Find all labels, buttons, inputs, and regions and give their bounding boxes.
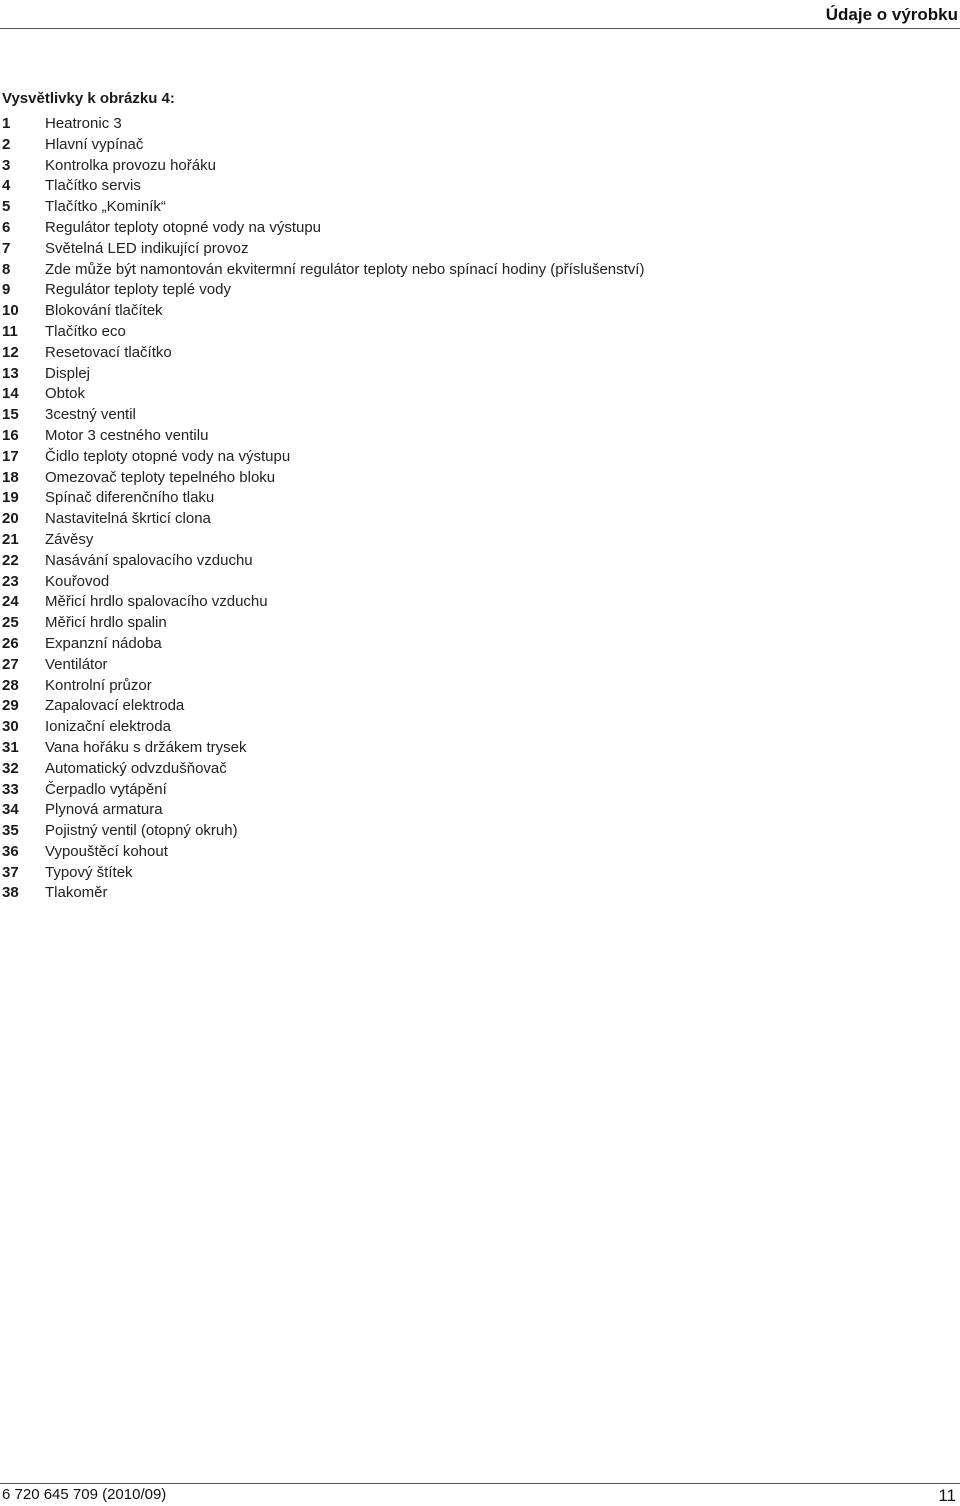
legend-item-number: 11 <box>2 322 18 340</box>
legend-item-text: Typový štítek <box>45 863 133 881</box>
legend-section <box>2 89 902 904</box>
legend-item-text: Heatronic 3 <box>45 115 122 132</box>
legend-item <box>2 114 902 135</box>
legend-item-number: 8 <box>2 260 11 278</box>
legend-item-text: Expanzní nádoba <box>45 634 162 652</box>
legend-item-text: Tlačítko servis <box>45 177 141 195</box>
legend-item <box>2 572 902 593</box>
legend-item <box>2 592 902 613</box>
legend-item <box>2 176 902 197</box>
legend-item-text: Motor 3 cestného ventilu <box>45 426 209 444</box>
legend-item <box>2 530 902 551</box>
legend-item-text: Tlačítko eco <box>45 322 126 340</box>
legend-item <box>2 780 902 801</box>
footer-document-number: 6 720 645 709 (2010/09) <box>2 1486 167 1503</box>
legend-item-text: Regulátor teploty teplé vody <box>45 281 231 299</box>
legend-item <box>2 759 902 780</box>
legend-item <box>2 634 902 655</box>
footer-divider <box>0 1483 960 1484</box>
legend-item-text: Závěsy <box>45 530 94 548</box>
legend-item <box>2 301 902 322</box>
legend-item <box>2 135 902 156</box>
legend-item-text: Hlavní vypínač <box>45 135 144 153</box>
legend-item-number: 23 <box>2 572 19 590</box>
legend-item-text: Plynová armatura <box>45 801 163 819</box>
legend-item-number: 34 <box>2 801 19 819</box>
legend-item <box>2 655 902 676</box>
legend-item-text: Kontrolní průzor <box>45 676 152 694</box>
legend-item-text: Tlakoměr <box>45 884 108 902</box>
legend-item-number: 19 <box>2 489 19 507</box>
legend-item-number: 1 <box>2 115 11 132</box>
legend-item <box>2 322 902 343</box>
legend-item <box>2 488 902 509</box>
legend-item-text: Kouřovod <box>45 572 110 590</box>
legend-item-number: 36 <box>2 842 19 860</box>
legend-item-text: Zapalovací elektroda <box>45 697 185 715</box>
legend-item-number: 38 <box>2 884 19 902</box>
legend-item-text: Ventilátor <box>45 655 108 673</box>
legend-item-text: Zde může být namontován ekvitermní regulátor teploty nebo spínací hodiny (příslušenství) <box>45 260 645 278</box>
legend-item-number: 27 <box>2 655 19 673</box>
legend-item-text: Pojistný ventil (otopný okruh) <box>45 822 238 840</box>
legend-item-text: Displej <box>45 364 91 382</box>
legend-item <box>2 676 902 697</box>
legend-item-number: 4 <box>2 177 11 195</box>
legend-item <box>2 883 902 904</box>
legend-item <box>2 364 902 385</box>
legend-item <box>2 717 902 738</box>
legend-item <box>2 280 902 301</box>
legend-item-number: 25 <box>2 614 19 632</box>
legend-item <box>2 551 902 572</box>
legend-item-number: 13 <box>2 364 19 382</box>
legend-item <box>2 405 902 426</box>
legend-item <box>2 696 902 717</box>
legend-item <box>2 842 902 863</box>
legend-item <box>2 218 902 239</box>
legend-item-text: Automatický odvzdušňovač <box>45 759 227 777</box>
legend-item-text: 3cestný ventil <box>45 406 136 424</box>
legend-item-number: 20 <box>2 510 19 528</box>
legend-item-text: Kontrolka provozu hořáku <box>45 156 216 174</box>
legend-item-text: Tlačítko „Kominík“ <box>45 198 166 216</box>
legend-item <box>2 468 902 489</box>
legend-item-number: 32 <box>2 759 19 777</box>
footer-page-number: 11 <box>938 1486 956 1505</box>
page-header-title: Údaje o výrobku <box>825 5 958 24</box>
legend-item-text: Spínač diferenčního tlaku <box>45 489 215 507</box>
legend-item-text: Omezovač teploty tepelného bloku <box>45 468 276 486</box>
legend-item-number: 10 <box>2 302 19 320</box>
legend-item <box>2 426 902 447</box>
legend-item-number: 16 <box>2 426 19 444</box>
legend-item-text: Nasávání spalovacího vzduchu <box>45 551 253 569</box>
legend-item-number: 26 <box>2 634 19 652</box>
legend-item-number: 2 <box>2 135 11 153</box>
legend-item-number: 33 <box>2 780 19 798</box>
legend-item-number: 28 <box>2 676 19 694</box>
legend-item-number: 6 <box>2 218 11 236</box>
legend-item-number: 17 <box>2 447 19 465</box>
legend-item <box>2 156 902 177</box>
legend-item-number: 12 <box>2 343 19 361</box>
legend-item-number: 21 <box>2 530 19 548</box>
legend-item-text: Světelná LED indikující provoz <box>45 239 249 257</box>
legend-title: Vysvětlivky k obrázku 4: <box>2 90 175 107</box>
legend-item-text: Měřicí hrdlo spalovacího vzduchu <box>45 593 268 611</box>
legend-list <box>2 114 902 904</box>
legend-item-number: 24 <box>2 593 19 611</box>
legend-item <box>2 800 902 821</box>
header-divider <box>0 28 960 29</box>
legend-item-number: 31 <box>2 738 19 756</box>
legend-item-text: Ionizační elektroda <box>45 718 171 736</box>
legend-item-number: 37 <box>2 863 19 881</box>
legend-item <box>2 509 902 530</box>
legend-item <box>2 197 902 218</box>
legend-item <box>2 821 902 842</box>
legend-item <box>2 863 902 884</box>
legend-item-text: Nastavitelná škrticí clona <box>45 510 211 528</box>
legend-item-text: Vypouštěcí kohout <box>45 842 168 860</box>
legend-item <box>2 447 902 468</box>
legend-item-text: Obtok <box>45 385 86 403</box>
legend-item-text: Měřicí hrdlo spalin <box>45 614 167 632</box>
legend-item-number: 3 <box>2 156 11 174</box>
legend-item-number: 18 <box>2 468 19 486</box>
legend-item <box>2 343 902 364</box>
legend-item-number: 29 <box>2 697 19 715</box>
legend-item-number: 5 <box>2 198 11 216</box>
legend-item-text: Blokování tlačítek <box>45 302 163 320</box>
legend-item <box>2 613 902 634</box>
legend-item-number: 35 <box>2 822 19 840</box>
legend-item <box>2 738 902 759</box>
legend-item-text: Čidlo teploty otopné vody na výstupu <box>45 447 291 465</box>
legend-item-number: 30 <box>2 718 19 736</box>
legend-item-number: 7 <box>2 239 11 257</box>
legend-item <box>2 260 902 281</box>
legend-item <box>2 384 902 405</box>
legend-item-text: Vana hořáku s držákem trysek <box>45 738 247 756</box>
legend-item-text: Čerpadlo vytápění <box>45 780 167 798</box>
legend-item-text: Resetovací tlačítko <box>45 343 172 361</box>
legend-item <box>2 239 902 260</box>
legend-item-number: 15 <box>2 406 19 424</box>
legend-item-number: 14 <box>2 385 19 403</box>
legend-item-number: 22 <box>2 551 19 569</box>
legend-item-text: Regulátor teploty otopné vody na výstupu <box>45 218 322 236</box>
legend-item-number: 9 <box>2 281 11 299</box>
